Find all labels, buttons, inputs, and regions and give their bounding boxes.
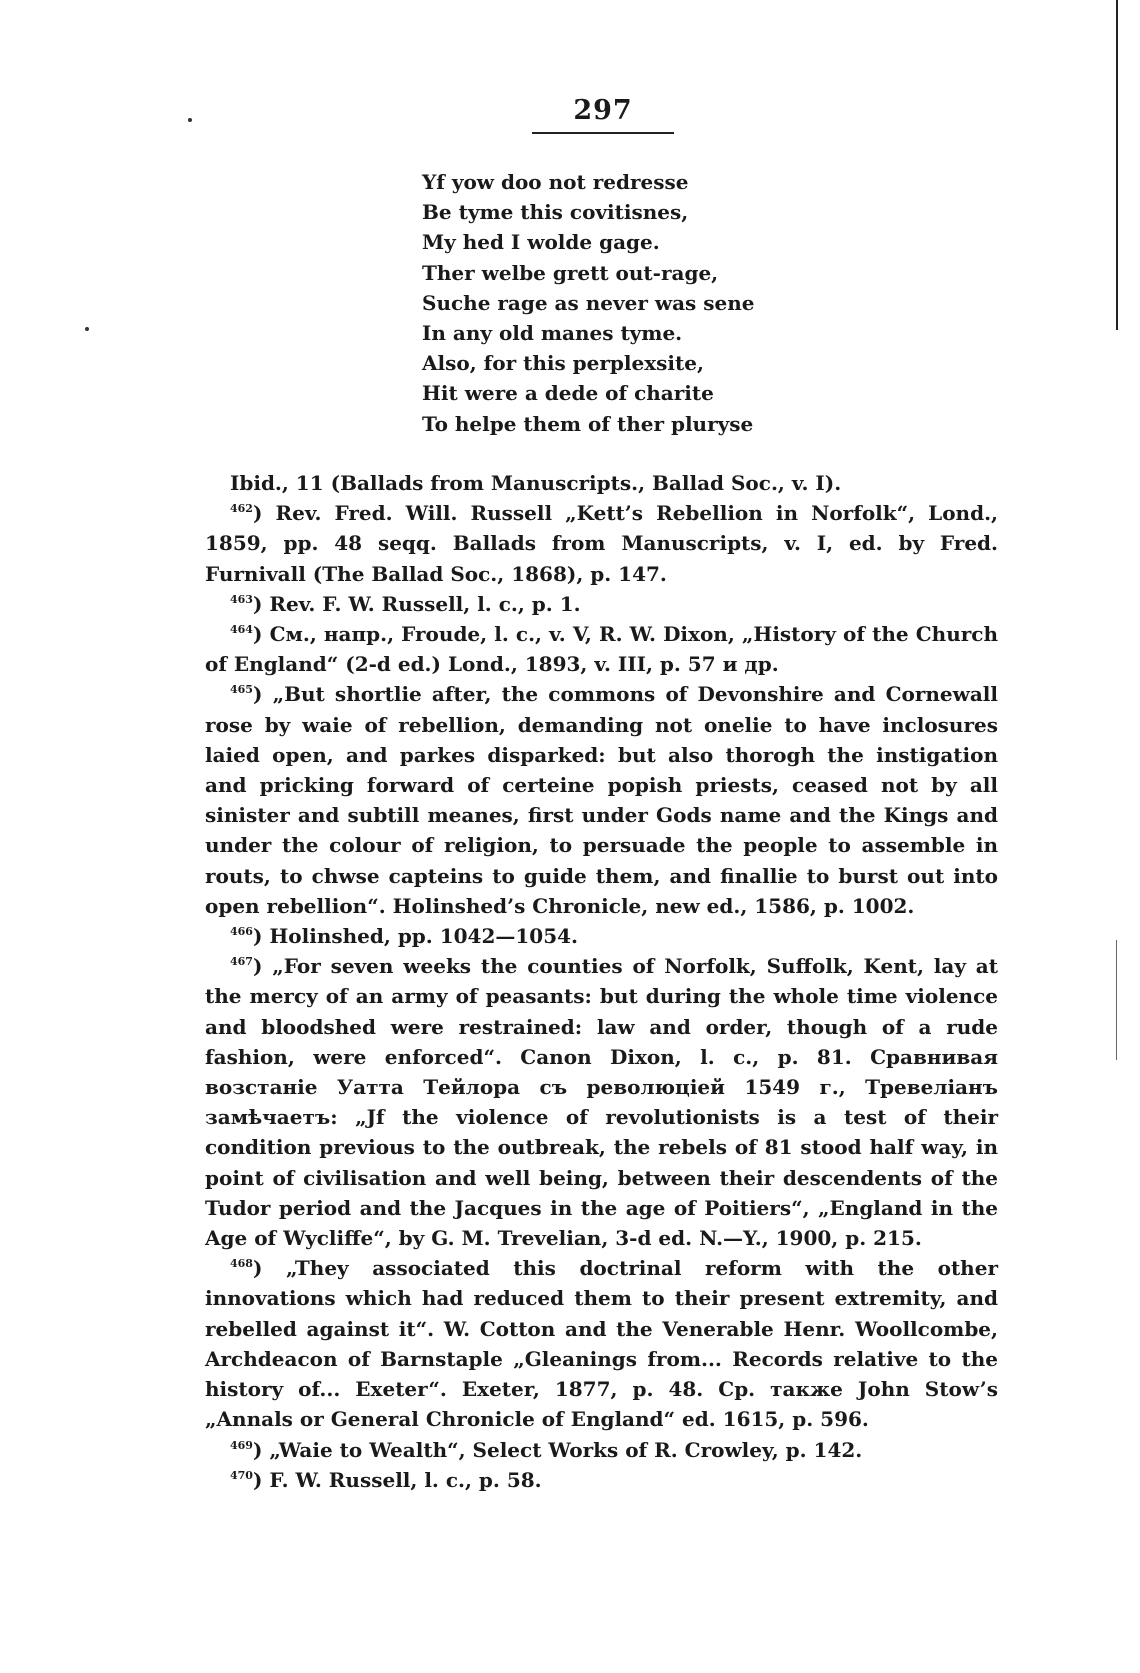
footnote-number: 466: [230, 925, 253, 939]
verse-line: Also, for this perplexsite,: [422, 351, 704, 376]
footnote-text: Holinshed, pp. 1042—1054.: [269, 924, 578, 949]
verse-line: My hed I wolde gage.: [422, 230, 660, 255]
footnote-number: 467: [230, 955, 253, 969]
footnote-text: Ibid., 11 (Ballads from Manuscripts., Ballad Soc., v. I).: [230, 471, 842, 495]
verse-line: In any old manes tyme.: [422, 321, 683, 346]
verse-line: Yf yow doo not redresse: [422, 170, 689, 194]
verse-line: Hit were a dede of charite: [422, 381, 714, 406]
footnote-number: 463: [230, 592, 253, 606]
footnote-text: См., напр., Froude, l. c., v. V, R. W. Dixon, „History of the Church of England“ (2-d ed.) Lond., 1893, v. III, p. 57 и др.: [205, 622, 998, 677]
footnote-number: 469: [230, 1438, 253, 1452]
page-number: 297: [573, 95, 633, 126]
footnote-462: $^{462}$) Rev. Fred. Will. Russell „Kett’s Rebellion in Norfolk“, Lond., 1859, pp. 48 seqq. Ballads from Manuscripts, v. I, ed. by Fred. Furnivall (The Ballad Soc., 1868), p. 147.: [205, 501, 998, 586]
footnote-468: $^{468}$) „They associated this doctrinal reform with the other innovations which had reduced them to their present extremity, and rebelled against it“. W. Cotton and the Venerable Henr. Woollcombe, Archdeacon of Barnstaple „Gleanings from... Records relative to the history of... Exeter“. Exeter, 1877, p. 48. Ср. также John Stow’s „Annals or General Chronicle of England“ ed. 1615, p. 596.: [205, 1256, 998, 1432]
footnote-text: „They associated this doctrinal reform with the other innovations which had reduced them to their present extremity, and rebelled against it“. W. Cotton and the Venerable Henr. Woollcombe, Archdeacon of Barnstaple „Gleanings from... Records relative to the history of... Exeter“. Exeter, 1877, p. 48. Ср. также John Stow’s „Annals or General Chronicle of England“ ed. 1615, p. 596.: [205, 1256, 998, 1432]
footnote-467: $^{467}$) „For seven weeks the counties of Norfolk, Suffolk, Kent, lay at the mercy of an army of peasants: but during the whole time violence and bloodshed were restrained: law and order, though of a rude fashion, were enforced“. Canon Dixon, l. c., p. 81. Сравнивая возстанie Уатта Тейлора съ революцieй 1549 г., Тревелiанъ замѣчаетъ: „Jf the violence of revolutionists is a test of their condition previous to the outbreak, the rebels of 81 stood half way, in point of civilisation and well being, between their descendents of the Tudor period and the Jacques in the age of Poitiers“, „England in the Age of Wycliffe“, by G. M. Trevelian, 3-d ed. N.—Y., 1900, p. 215.: [205, 954, 998, 1251]
footnote-text: „For seven weeks the counties of Norfolk, Suffolk, Kent, lay at the mercy of an army of peasants: but during the whole time violence and bloodshed were restrained: law and order, though of a rude fashion, were enforced“. Canon Dixon, l. c., p. 81. Сравнивая возстанie Уатта Тейлора съ революцieй 1549 г., Тревелiанъ замѣчаетъ: „Jf the violence of revolutionists is a test of their condition previous to the outbreak, the rebels of 81 stood half way, in point of civilisation and well being, between their descendents of the Tudor period and the Jacques in the age of Poitiers“, „England in the Age of Wycliffe“, by G. M. Trevelian, 3-d ed. N.—Y., 1900, p. 215.: [205, 954, 998, 1251]
page-number-underline: [532, 132, 674, 134]
footnote-text: „Waie to Wealth“, Select Works of R. Crowley, p. 142.: [269, 1437, 863, 1462]
footnote-number: 464: [230, 623, 253, 637]
footnote-469: $^{469}$) „Waie to Wealth“, Select Works of R. Crowley, p. 142.: [230, 1437, 863, 1462]
verse-line: To helpe them of ther pluryse: [422, 411, 754, 436]
page-edge-rule: [1116, 0, 1118, 330]
footnotes: [205, 468, 998, 1495]
footnote-text: „But shortlie after, the commons of Devonshire and Cornewall rose by waie of rebellion, demanding not onelie to have inclosures laied open, and parkes disparked: but also thorogh the instigation and pricking forward of certeine popish priests, ceased not by all sinister and subtill meanes, first under Gods name and the Kings and under the colour of religion, to persuade the people to assemble in routs, to chwse capteins to guide them, and finallie to burst out into open rebellion“. Holinshed’s Chronicle, new ed., 1586, p. 1002.: [205, 682, 998, 918]
footnote-text: Rev. F. W. Russell, l. c., p. 1.: [269, 591, 581, 616]
footnote-466: $^{466}$) Holinshed, pp. 1042—1054.: [230, 924, 578, 949]
footnote-463: $^{463}$) Rev. F. W. Russell, l. c., p. 1.: [230, 591, 581, 616]
verse-line: Ther welbe grett out-rage,: [422, 260, 719, 285]
print-speck: [85, 327, 89, 331]
page-edge-rule-lower: [1116, 940, 1117, 1060]
verse-block: [422, 167, 755, 439]
footnote-number: 465: [230, 683, 253, 697]
footnote-470: $^{470}$) F. W. Russell, l. c., p. 58.: [230, 1467, 542, 1492]
footnote-465: $^{465}$) „But shortlie after, the commons of Devonshire and Cornewall rose by waie of rebellion, demanding not onelie to have inclosures laied open, and parkes disparked: but also thorogh the instigation and pricking forward of certeine popish priests, ceased not by all sinister and subtill meanes, first under Gods name and the Kings and under the colour of religion, to persuade the people to assemble in routs, to chwse capteins to guide them, and finallie to burst out into open rebellion“. Holinshed’s Chronicle, new ed., 1586, p. 1002.: [205, 682, 998, 918]
verse-line: Be tyme this covitisnes,: [422, 200, 689, 225]
footnote-464: $^{464}$) См., напр., Froude, l. c., v. V, R. W. Dixon, „History of the Church of England“ (2-d ed.) Lond., 1893, v. III, p. 57 и др.: [205, 622, 998, 677]
footnote-number: 462: [230, 502, 253, 516]
footnote-461-continuation: [205, 468, 998, 498]
verse-line: Suche rage as never was sene: [422, 290, 755, 315]
footnote-number: 470: [230, 1468, 253, 1482]
footnote-text: Rev. Fred. Will. Russell „Kett’s Rebellion in Norfolk“, Lond., 1859, pp. 48 seqq. Ballads from Manuscripts, v. I, ed. by Fred. Furnivall (The Ballad Soc., 1868), p. 147.: [205, 501, 998, 586]
footnote-text: F. W. Russell, l. c., p. 58.: [269, 1467, 542, 1492]
footnote-number: 468: [230, 1257, 253, 1271]
print-speck: [188, 118, 192, 122]
